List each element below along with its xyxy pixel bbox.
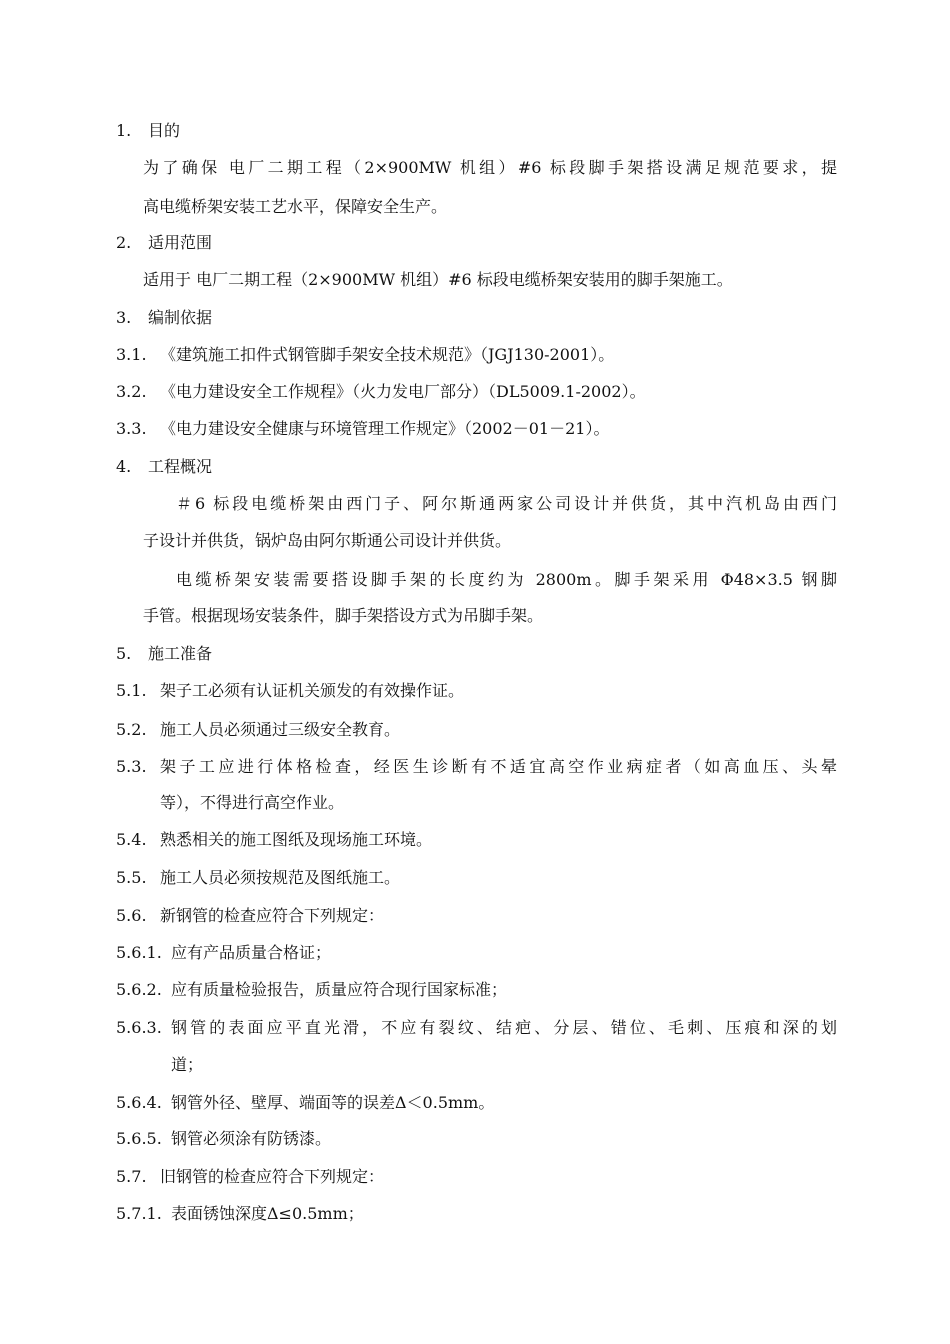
section-5-number: 5. <box>116 644 132 663</box>
section-5-title: 施工准备 <box>148 644 213 663</box>
item-5-6-3-text-line-2: 道； <box>171 1055 204 1074</box>
section-1-number: 1. <box>116 121 132 140</box>
item-5-6-1-text: 应有产品质量合格证； <box>171 943 332 962</box>
item-3-1-text: 《建筑施工扣件式钢管脚手架安全技术规范》（JGJ130-2001）。 <box>160 345 615 364</box>
item-5-6-1-number: 5.6.1. <box>116 943 162 962</box>
item-5-6-2-number: 5.6.2. <box>116 980 162 999</box>
section-4-paragraph-1-line-2: 子设计并供货，锅炉岛由阿尔斯通公司设计并供货。 <box>143 531 512 550</box>
item-5-1-text: 架子工必须有认证机关颁发的有效操作证。 <box>160 681 465 700</box>
item-5-6-5-number: 5.6.5. <box>116 1129 162 1148</box>
section-2-paragraph: 适用于 电厂二期工程（2×900MW 机组）#6 标段电缆桥架安装用的脚手架施工。 <box>143 270 733 289</box>
item-3-1-number: 3.1. <box>116 345 147 364</box>
item-5-5-number: 5.5. <box>116 868 147 887</box>
item-5-7-1-number: 5.7.1. <box>116 1204 162 1223</box>
item-5-6-4-number: 5.6.4. <box>116 1093 162 1112</box>
section-4-paragraph-2-line-1: 电缆桥架安装需要搭设脚手架的长度约为 2800m。脚手架采用 Φ48×3.5 钢脚 <box>176 570 837 589</box>
item-5-4-number: 5.4. <box>116 830 147 849</box>
section-2-title: 适用范围 <box>148 233 213 252</box>
item-5-6-5-text: 钢管必须涂有防锈漆。 <box>171 1129 332 1148</box>
item-3-2-number: 3.2. <box>116 382 147 401</box>
item-5-6-2-text: 应有质量检验报告，质量应符合现行国家标准； <box>171 980 508 999</box>
section-1-paragraph-line-1: 为了确保 电厂二期工程（2×900MW 机组）#6 标段脚手架搭设满足规范要求，提 <box>143 158 837 177</box>
item-3-2-text: 《电力建设安全工作规程》（火力发电厂部分）（DL5009.1-2002）。 <box>160 382 646 401</box>
item-5-3-number: 5.3. <box>116 757 147 776</box>
item-5-6-4-text: 钢管外径、壁厚、端面等的误差Δ＜0.5mm。 <box>171 1093 495 1112</box>
section-1-title: 目的 <box>148 121 181 140</box>
item-5-6-number: 5.6. <box>116 906 147 925</box>
section-2-number: 2. <box>116 233 132 252</box>
section-4-paragraph-2-line-2: 手管。根据现场安装条件，脚手架搭设方式为吊脚手架。 <box>143 606 544 625</box>
item-3-3-text: 《电力建设安全健康与环境管理工作规定》（2002－01－21）。 <box>160 419 610 438</box>
item-5-5-text: 施工人员必须按规范及图纸施工。 <box>160 868 401 887</box>
item-5-7-text: 旧钢管的检查应符合下列规定： <box>160 1167 385 1186</box>
section-4-paragraph-1-line-1: ＃6 标段电缆桥架由西门子、阿尔斯通两家公司设计并供货，其中汽机岛由西门 <box>176 494 837 513</box>
section-1-paragraph-line-2: 高电缆桥架安装工艺水平，保障安全生产。 <box>143 197 448 216</box>
item-5-3-text-line-1: 架子工应进行体格检查，经医生诊断有不适宜高空作业病症者（如高血压、头晕 <box>160 757 837 776</box>
item-5-7-number: 5.7. <box>116 1167 147 1186</box>
item-5-6-3-text-line-1: 钢管的表面应平直光滑，不应有裂纹、结疤、分层、错位、毛刺、压痕和深的划 <box>171 1018 837 1037</box>
item-5-2-text: 施工人员必须通过三级安全教育。 <box>160 720 401 739</box>
item-5-3-text-line-2: 等），不得进行高空作业。 <box>160 793 345 812</box>
section-4-number: 4. <box>116 457 132 476</box>
item-5-6-3-number: 5.6.3. <box>116 1018 162 1037</box>
item-5-2-number: 5.2. <box>116 720 147 739</box>
item-5-7-1-text: 表面锈蚀深度Δ≤0.5mm； <box>171 1204 364 1223</box>
item-5-4-text: 熟悉相关的施工图纸及现场施工环境。 <box>160 830 433 849</box>
section-4-title: 工程概况 <box>148 457 213 476</box>
item-5-1-number: 5.1. <box>116 681 147 700</box>
item-3-3-number: 3.3. <box>116 419 147 438</box>
section-3-number: 3. <box>116 308 132 327</box>
item-5-6-text: 新钢管的检查应符合下列规定： <box>160 906 385 925</box>
section-3-title: 编制依据 <box>148 308 213 327</box>
